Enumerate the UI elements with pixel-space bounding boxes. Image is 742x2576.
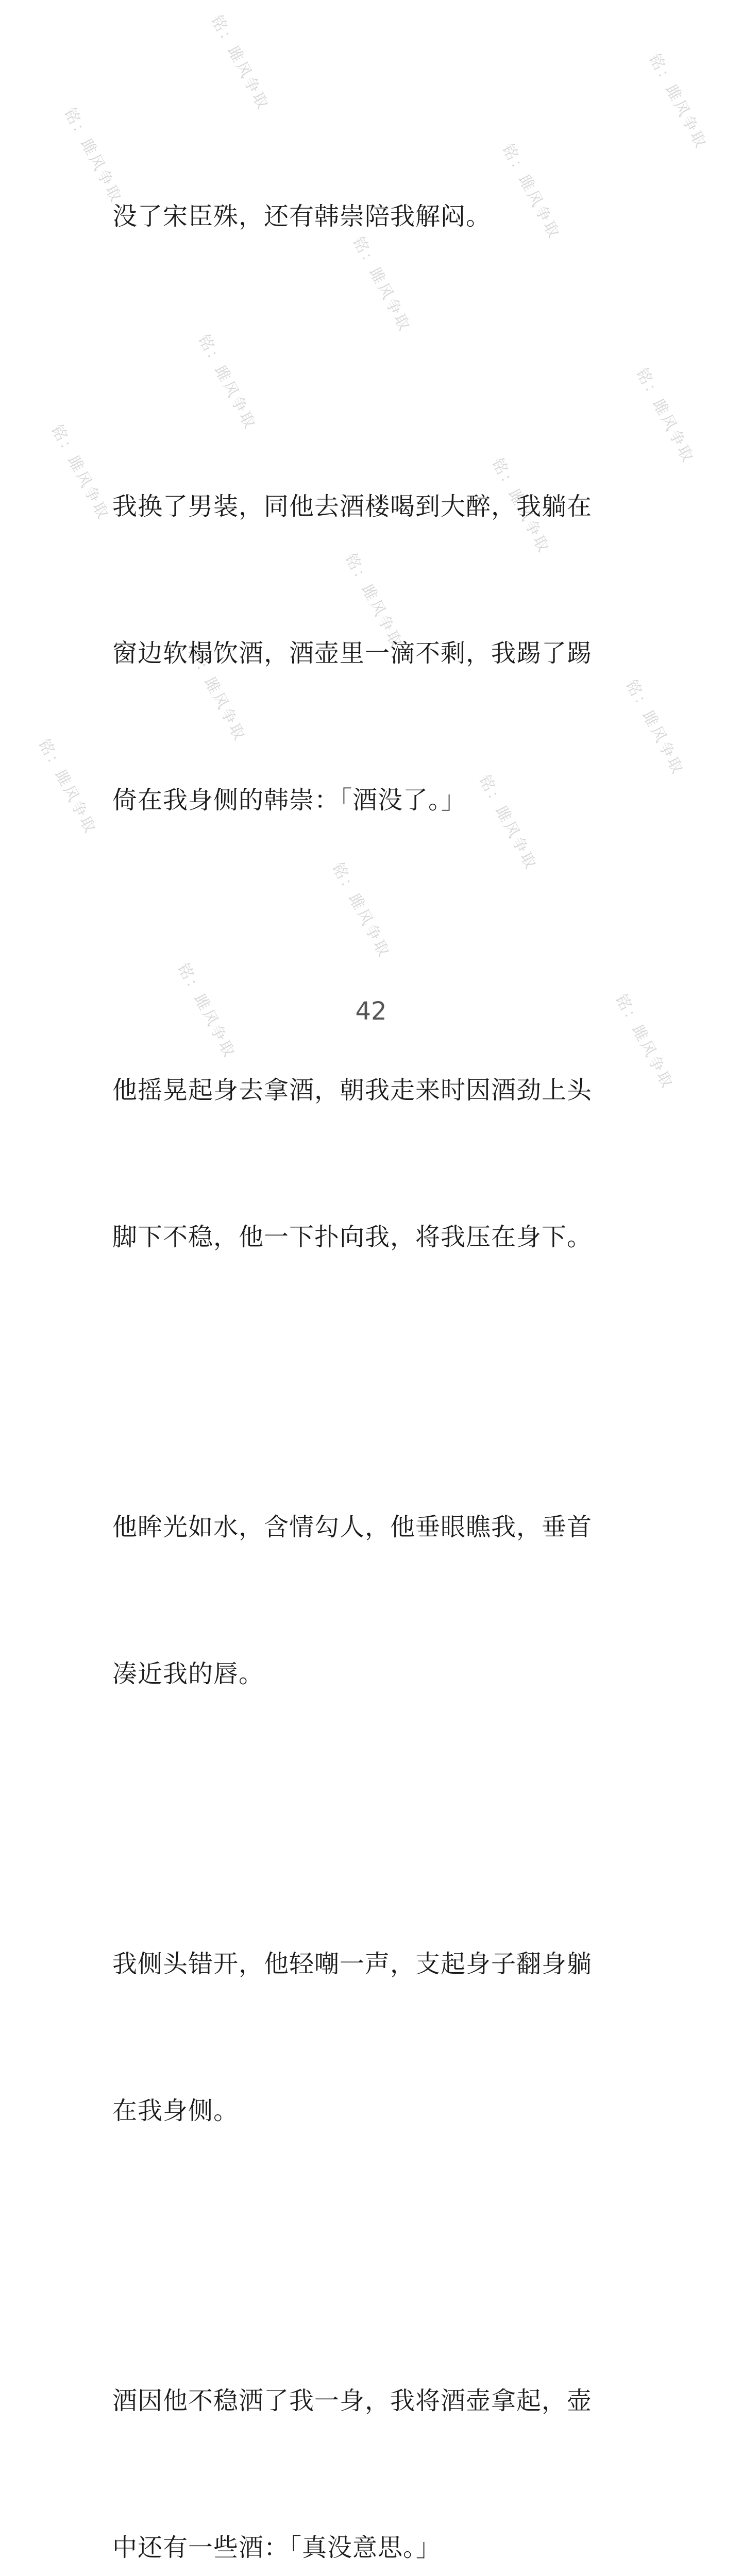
text-line: 我换了男装，同他去酒楼喝到大醉，我躺在 (112, 492, 593, 521)
text-line: 我侧头错开，他轻嘲一声，支起身子翻身躺 (112, 1950, 593, 1978)
watermark: 铭：雎风争取 (475, 772, 541, 874)
text-line: 中还有一些酒：「真没意思。」 (112, 2533, 442, 2562)
page-number: 42 (355, 997, 387, 1026)
paragraph (112, 2279, 633, 2576)
watermark: 铭：雎风争取 (184, 643, 249, 745)
watermark: 铭：雎风争取 (488, 455, 553, 557)
text-line: 没了宋臣殊，还有韩崇陪我解闷。 (112, 202, 492, 231)
text-line: 脚下不稳，他一下扑向我，将我压在身下。 (112, 1223, 593, 1251)
watermark: 铭：雎风争取 (174, 960, 239, 1062)
text-line: 他眸光如水，含情勾人，他垂眼瞧我，垂首 (112, 1513, 593, 1541)
paragraph (112, 968, 633, 1360)
watermark: 铭：雎风争取 (622, 676, 687, 778)
watermark: 铭：雎风争取 (207, 12, 273, 114)
paragraph (112, 1405, 633, 1797)
body-text (112, 94, 633, 2576)
watermark: 铭：雎风争取 (35, 736, 100, 838)
watermark: 铭：雎风争取 (60, 105, 126, 207)
watermark: 铭：雎风争取 (47, 421, 113, 523)
text-line: 在我身侧。 (112, 2096, 239, 2125)
watermark: 铭：雎风争取 (645, 50, 711, 152)
watermark: 铭：雎风争取 (612, 991, 677, 1093)
text-line: 凑近我的唇。 (112, 1659, 264, 1688)
watermark: 铭：雎风争取 (328, 859, 394, 961)
text-line: 他摇晃起身去拿酒，朝我走来时因酒劲上头 (112, 1076, 593, 1105)
text-line: 酒因他不稳洒了我一身，我将酒壶拿起，壶 (112, 2386, 593, 2415)
text-line: 倚在我身侧的韩崇：「酒没了。」 (112, 786, 467, 815)
watermark: 铭：雎风争取 (341, 550, 407, 652)
paragraph (112, 94, 633, 339)
paragraph (112, 1842, 633, 2233)
watermark: 铭：雎风争取 (349, 233, 414, 335)
paragraph (112, 384, 633, 923)
watermark: 铭：雎风争取 (194, 331, 260, 433)
text-line: 窗边软榻饮酒，酒壶里一滴不剩，我踢了踢 (112, 639, 593, 668)
watermark: 铭：雎风争取 (498, 141, 564, 243)
watermark: 铭：雎风争取 (632, 365, 698, 467)
